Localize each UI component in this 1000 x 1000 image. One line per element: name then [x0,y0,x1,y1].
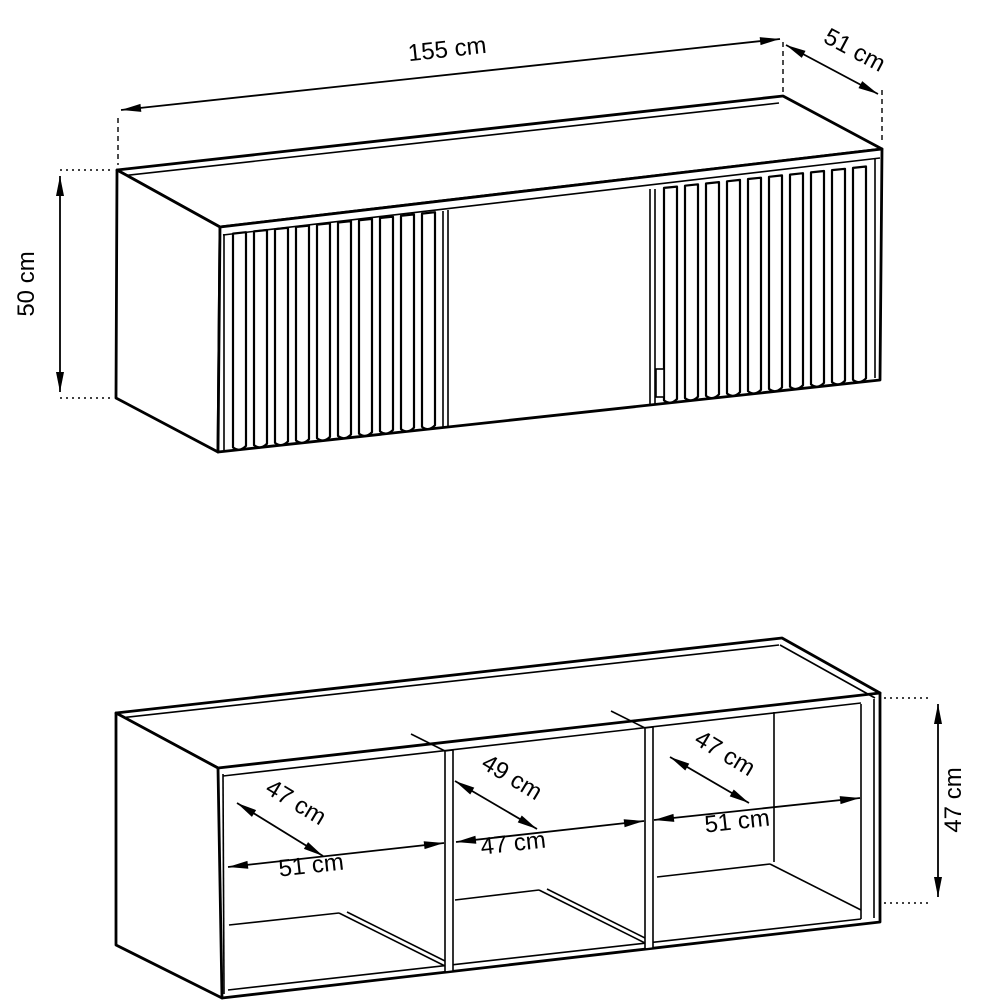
compartment-3-width-label: 51 cm [703,804,772,839]
interior-floor-edge [228,919,861,990]
compartment-2-width-label: 47 cm [479,826,548,861]
compartment-1-depth-label: 47 cm [260,774,331,831]
compartment-2-dimensions [455,749,644,860]
divider-right [611,711,653,949]
height-label: 50 cm [13,251,40,317]
divider-left [411,734,453,972]
compartment-3-dimensions [654,725,860,838]
interior-height-dimension [884,698,967,903]
open-cabinet-view [116,638,967,998]
compartment-1-dimensions [228,774,444,882]
depth-label: 51 cm [819,23,890,78]
compartment-1-width-label: 51 cm [277,848,346,883]
closed-cabinet-view [13,23,890,452]
interior-height-label: 47 cm [940,767,967,833]
door-handle [656,369,664,397]
top-face [116,638,880,768]
compartment-3-depth-label: 47 cm [689,725,760,782]
height-dimension [13,170,112,398]
compartment-2-depth-label: 49 cm [476,749,547,806]
width-label: 155 cm [406,31,488,68]
